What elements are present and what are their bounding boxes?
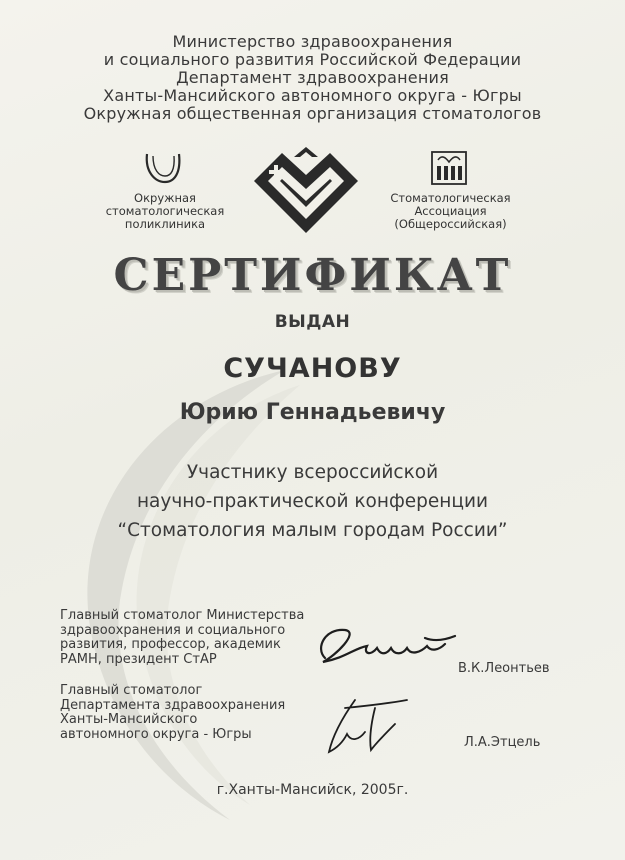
signature-1-graphic [305,618,465,673]
certificate-purpose [0,458,625,545]
signatory-1-title [60,609,304,667]
place-and-date: г.Ханты-Мансийск, 2005г. [216,782,409,798]
header-line: и социального развития Российской Федерации [103,50,522,69]
issued-label: ВЫДАН [274,312,351,332]
signature-2-graphic [315,694,415,759]
heart-cross-emblem-icon [252,143,360,235]
left-logo-label [80,192,250,231]
logo-label-line: (Общероссийская) [394,217,507,231]
logo-label-line: Стоматологическая [390,191,511,205]
signatory-title-line: РАМН, президент СтАР [60,651,217,667]
recipient-given-names: Юрию Геннадьевичу [179,400,446,425]
header-line: Департамент здравоохранения [176,68,449,87]
purpose-line: научно-практической конференции [136,491,489,512]
logo-label-line: поликлиника [124,217,206,231]
issuer-header [0,33,625,123]
signatory-title-line: Главный стоматолог [60,683,203,698]
crescent-smile-icon [143,150,183,186]
right-logo-label [368,192,533,231]
logo-label-line: Ассоциация [414,204,487,218]
header-line: Окружная общественная организация стоматологов [83,104,542,123]
certificate-title: СЕРТИФИКАТ [113,250,512,301]
dental-association-emblem-icon [430,150,468,186]
header-line: Ханты-Мансийского автономного округа - Югры [103,86,522,105]
signatory-title-line: Главный стоматолог Министерства [60,608,305,623]
purpose-line: Участнику всероссийской [186,462,439,483]
signatory-title-line: Департамента здравоохранения [60,697,286,713]
signatory-2-name: Л.А.Этцель [464,735,541,750]
signatory-title-line: здравоохранения и социального [60,622,286,638]
recipient-surname: СУЧАНОВУ [223,353,402,384]
signatory-title-line: развития, профессор, академик [60,637,281,652]
signatory-title-line: Ханты-Мансийского [60,712,198,727]
purpose-line: “Стоматология малым городам России” [117,520,508,541]
logo-label-line: стоматологическая [105,204,225,218]
signatory-title-line: автономного округа - Югры [60,726,252,742]
header-line: Министерство здравоохранения [172,32,453,51]
signatory-1-name: В.К.Леонтьев [458,661,550,676]
logo-label-line: Окружная [134,191,196,205]
signatory-2-title [60,684,285,742]
